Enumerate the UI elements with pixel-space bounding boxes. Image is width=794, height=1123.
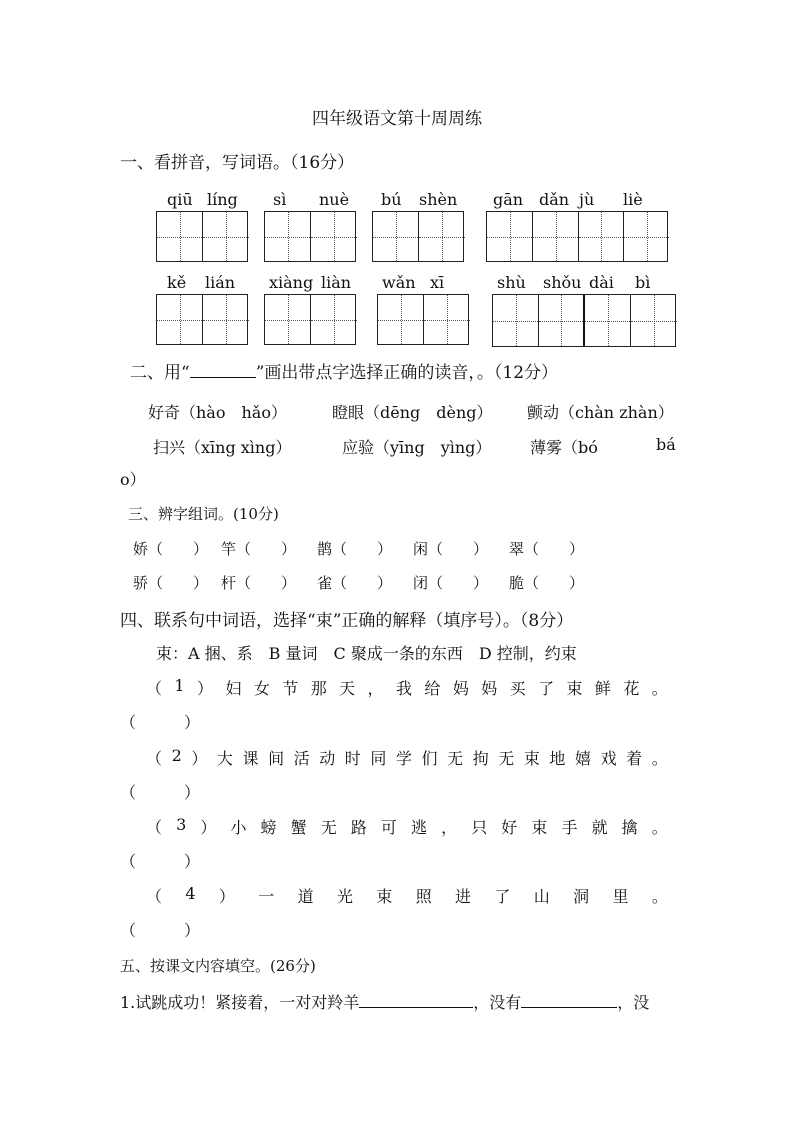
writing-grid[interactable] [156, 190, 248, 262]
sentence-char: ， [441, 818, 458, 837]
word-pair-item[interactable]: 脆（ ） [509, 574, 585, 592]
sentence-char: 擒 [621, 818, 638, 837]
sentence-char: 路 [350, 818, 367, 837]
answer-blank[interactable]: （ ） [120, 921, 201, 940]
sentence-char: 束 [376, 887, 393, 906]
word-pair-item[interactable]: 鹊（ ） [317, 540, 393, 558]
sentence-char: 嬉 [575, 749, 592, 768]
sentence-char: 课 [242, 749, 259, 768]
writing-grid[interactable] [492, 273, 676, 347]
sentence-char: 可 [380, 818, 397, 837]
word-pair-item[interactable]: 闲（ ） [413, 540, 489, 558]
reading-choice[interactable]: 瞪眼（dēng dèng） [332, 403, 493, 422]
sentence-char: 照 [415, 887, 432, 906]
pinyin: bì [635, 273, 651, 292]
sentence-4 [146, 884, 668, 907]
section5-heading: 五、按课文内容填空。(26分) [120, 957, 316, 975]
pinyin: dài [589, 273, 614, 292]
sentence-char: 。 [651, 749, 668, 768]
pinyin: shù [497, 273, 526, 292]
sentence-char: 动 [319, 749, 336, 768]
pinyin: lián [205, 273, 236, 292]
sentence-char: 蟹 [290, 818, 307, 837]
sentence-1 [146, 676, 668, 699]
sentence-char: 同 [370, 749, 387, 768]
sentence-char: 了 [538, 679, 555, 698]
sentence-char: 一 [258, 887, 275, 906]
answer-blank[interactable]: （ ） [120, 713, 201, 732]
pinyin: sì [273, 190, 287, 209]
pinyin: dǎn [539, 190, 570, 209]
sentence-char: 里 [612, 887, 629, 906]
word-pair-item[interactable]: 娇（ ） [133, 540, 209, 558]
pinyin: jù [579, 190, 595, 209]
sentence-char: 了 [494, 887, 511, 906]
sentence-char: ） [200, 818, 217, 837]
reading-choice[interactable]: 扫兴（xīng xìng） [153, 438, 292, 457]
sentence-char: 妇 [225, 679, 242, 698]
pinyin: xiàng [269, 273, 314, 292]
sentence-char: 就 [591, 818, 608, 837]
reading-choice-wrap: bá [656, 435, 676, 454]
pinyin: liàn [321, 273, 352, 292]
pinyin: nuè [319, 190, 350, 209]
sentence-char: 道 [297, 887, 314, 906]
section2-heading: 二、用“ ”画出带点字选择正确的读音，。（12分） [130, 363, 559, 383]
pinyin: wǎn [382, 273, 416, 292]
writing-grid[interactable] [377, 273, 469, 345]
sentence-char: 间 [268, 749, 285, 768]
word-pair-item[interactable]: 竿（ ） [221, 540, 297, 558]
underline-blank [190, 377, 256, 378]
sentence-char: 手 [561, 818, 578, 837]
word-pair-item[interactable]: 骄（ ） [133, 574, 209, 592]
sentence-char: 节 [282, 679, 299, 698]
sentence-char: 3 [176, 815, 187, 834]
sentence-char: （ [146, 818, 163, 837]
sentence-char: 束 [523, 749, 540, 768]
sentence-char: 小 [230, 818, 247, 837]
word-pair-item[interactable]: 翠（ ） [509, 540, 585, 558]
pinyin: bú [381, 190, 402, 209]
sentence-char: 1 [174, 676, 185, 695]
sentence-char: 时 [344, 749, 361, 768]
sentence-char: 买 [509, 679, 526, 698]
writing-grid[interactable] [372, 190, 464, 262]
pinyin: qiū [167, 190, 193, 209]
sentence-char: （ [146, 887, 163, 906]
sentence-char: 活 [293, 749, 310, 768]
sentence-char: 们 [421, 749, 438, 768]
pinyin: liè [623, 190, 643, 209]
word-pair-item[interactable]: 杆（ ） [221, 574, 297, 592]
section3-heading: 三、辨字组词。(10分) [128, 505, 279, 523]
sentence-char: 我 [395, 679, 412, 698]
sentence-char: 女 [253, 679, 270, 698]
sentence-char: 着 [626, 749, 643, 768]
writing-grid[interactable] [264, 190, 356, 262]
answer-blank[interactable]: （ ） [120, 783, 201, 802]
sentence-char: 。 [651, 679, 668, 698]
writing-grid[interactable] [156, 273, 248, 345]
sentence-char: 束 [566, 679, 583, 698]
sentence-char: 洞 [573, 887, 590, 906]
section4-heading: 四、联系句中词语，选择“束”正确的解释（填序号）。（8分） [120, 611, 574, 631]
sentence-char: 戏 [600, 749, 617, 768]
reading-choice[interactable]: 应验（yīng yìng） [342, 438, 492, 457]
sentence-char: 逃 [411, 818, 428, 837]
fill-line: 1.试跳成功！紧接着，一对对羚羊 ，没有 ，没 [120, 993, 650, 1012]
pinyin: líng [207, 190, 238, 209]
writing-grid[interactable] [486, 190, 668, 262]
word-pair-item[interactable]: 闭（ ） [413, 574, 489, 592]
word-pair-item[interactable]: 雀（ ） [317, 574, 393, 592]
sentence-char: 天 [339, 679, 356, 698]
sentence-char: 妈 [481, 679, 498, 698]
sentence-char: （ [146, 679, 163, 698]
sentence-char: 无 [320, 818, 337, 837]
sentence-char: 2 [171, 746, 182, 765]
sentence-char: 好 [501, 818, 518, 837]
sentence-char: ） [191, 749, 208, 768]
sentence-char: （ [146, 749, 163, 768]
sentence-char: ， [367, 679, 384, 698]
sentence-char: 。 [651, 887, 668, 906]
sentence-char: 鲜 [594, 679, 611, 698]
sentence-char: 无 [498, 749, 515, 768]
pinyin: shèn [419, 190, 458, 209]
sentence-char: 束 [531, 818, 548, 837]
sentence-char: ） [197, 679, 214, 698]
fill-blank[interactable] [521, 1007, 617, 1008]
sentence-char: 拘 [472, 749, 489, 768]
sentence-char: 给 [424, 679, 441, 698]
reading-choice[interactable]: 薄雾（bó [530, 438, 598, 457]
sentence-2 [146, 746, 668, 769]
pinyin: gān [493, 190, 524, 209]
definition-options: 束：A 捆、系 B 量词 C 聚成一条的东西 D 控制，约束 [156, 644, 577, 663]
sentence-char: 只 [471, 818, 488, 837]
sentence-char: 学 [395, 749, 412, 768]
sentence-char: 无 [447, 749, 464, 768]
sentence-char: 大 [216, 749, 233, 768]
answer-blank[interactable]: （ ） [120, 852, 201, 871]
writing-grid[interactable] [264, 273, 356, 345]
page-title: 四年级语文第十周周练 [312, 109, 482, 129]
section1-heading: 一、看拼音，写词语。（16分） [120, 153, 355, 173]
sentence-char: 进 [455, 887, 472, 906]
sentence-char: 螃 [260, 818, 277, 837]
reading-choice-wrap: o） [120, 470, 146, 489]
fill-blank[interactable] [359, 1007, 473, 1008]
sentence-char: 山 [533, 887, 550, 906]
sentence-char: 光 [336, 887, 353, 906]
sentence-char: 。 [651, 818, 668, 837]
reading-choice[interactable]: 颤动（chàn zhàn） [527, 403, 674, 422]
sentence-char: 4 [185, 884, 196, 903]
pinyin: xī [430, 273, 445, 292]
pinyin: kě [167, 273, 187, 292]
sentence-char: ） [218, 887, 235, 906]
sentence-char: 地 [549, 749, 566, 768]
reading-choice[interactable]: 好奇（hào hǎo） [148, 403, 287, 422]
sentence-char: 妈 [452, 679, 469, 698]
pinyin: shǒu [543, 273, 582, 292]
sentence-3 [146, 815, 668, 838]
sentence-char: 那 [310, 679, 327, 698]
sentence-char: 花 [623, 679, 640, 698]
